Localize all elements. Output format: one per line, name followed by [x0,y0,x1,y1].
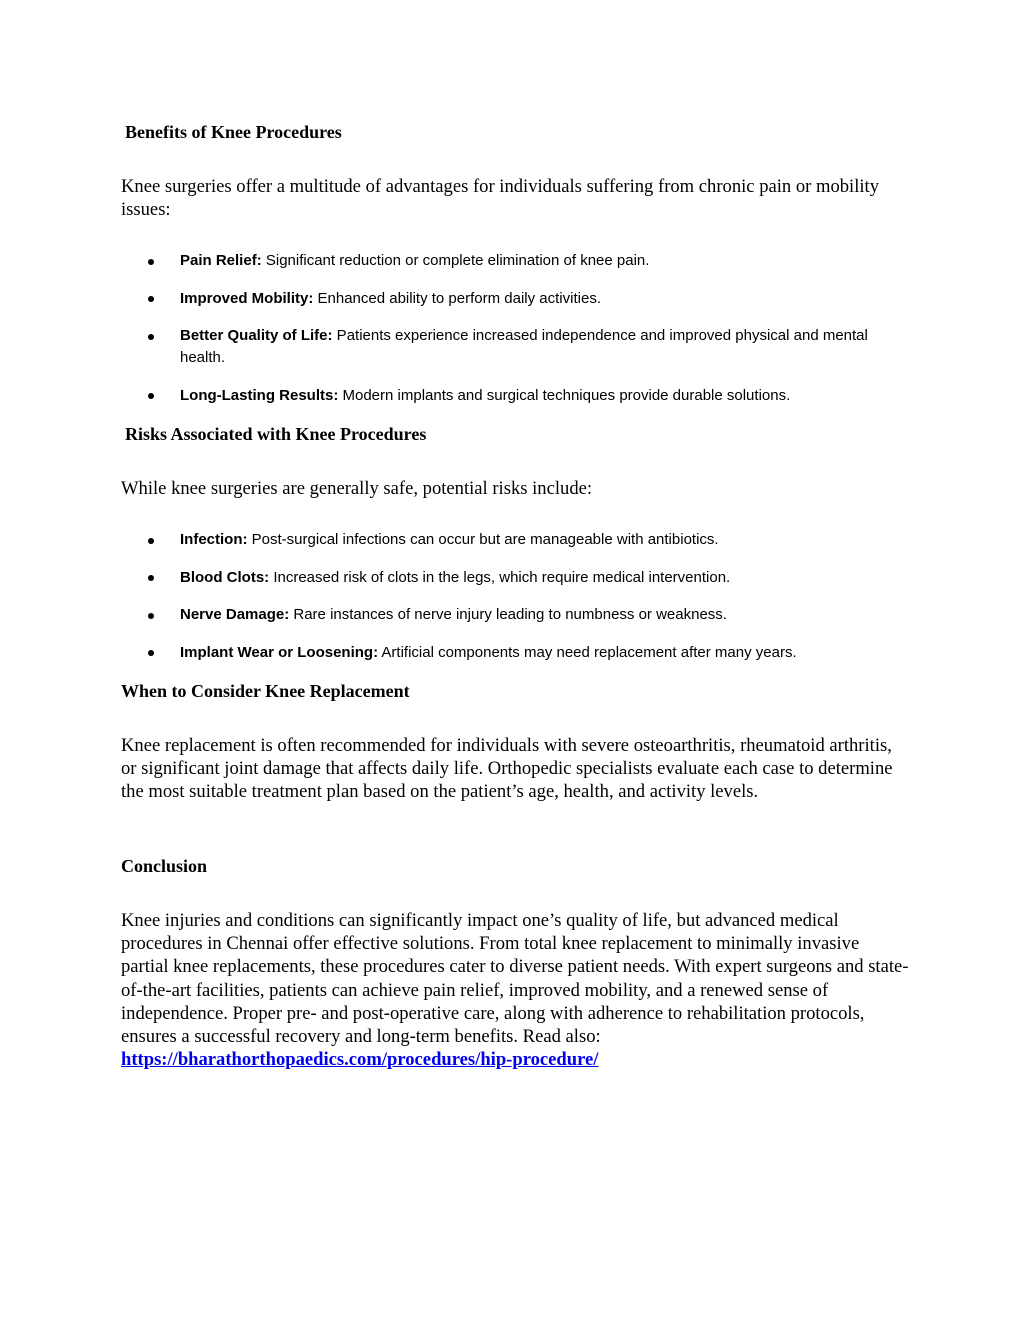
conclusion-body [121,909,911,1071]
risk-text: Rare instances of nerve injury leading to numbness or weakness. [289,606,727,623]
bullet-dot-icon [148,296,154,302]
conclusion-text: Knee injuries and conditions can significantly impact one’s quality of life, but advanced medical procedures in Chennai offer effective solutions. From total knee replacement to minimally invasive partial knee replacements, these procedures cater to diverse patient needs. With expert surgeons and state-of-the-art facilities, patients can achieve pain relief, improved mobility, and a renewed sense of independence. Proper pre- and post-operative care, along with adherence to rehabilitation protocols, ensures a successful recovery and long-term benefits. Read also: [121,910,909,1048]
benefits-intro: Knee surgeries offer a multitude of advantages for individuals suffering from chronic pain or mobility issues: [121,176,880,221]
list-item [145,604,915,626]
risk-label: Nerve Damage: [180,606,290,623]
when-heading: When to Consider Knee Replacement [121,681,410,701]
risk-label: Implant Wear or Loosening: [180,643,379,661]
benefits-heading: Benefits of Knee Procedures [125,122,342,142]
risk-text: Increased risk of clots in the legs, which require medical intervention. [269,568,731,586]
risk-label: Blood Clots: [180,568,270,586]
risks-intro: While knee surgeries are generally safe, potential risks include: [121,478,593,499]
bullet-dot-icon [148,259,154,265]
benefit-label: Long-Lasting Results: [180,386,339,404]
benefit-label: Improved Mobility: [180,289,314,307]
bullet-dot-icon [148,393,154,399]
benefit-text: Modern implants and surgical techniques provide durable solutions. [338,386,791,404]
benefit-text: Enhanced ability to perform daily activities. [313,289,601,307]
list-item [145,642,915,664]
bullet-dot-icon [148,650,154,656]
risk-text: Post-surgical infections can occur but are manageable with antibiotics. [247,531,719,548]
list-item [145,529,915,551]
list-item [145,385,915,407]
risks-heading: Risks Associated with Knee Procedures [125,424,427,444]
list-item [145,250,915,272]
benefit-text: Patients experience increased independence and improved physical and mental health. [180,327,868,366]
benefits-list [145,250,915,407]
conclusion-heading: Conclusion [121,856,208,876]
benefit-label: Better Quality of Life: [180,327,333,344]
list-item [145,567,915,589]
bullet-dot-icon [148,575,154,581]
list-item [145,288,915,310]
risk-label: Infection: [180,531,248,548]
list-item [145,325,915,369]
risks-list [145,529,915,664]
benefit-label: Pain Relief: [180,252,262,269]
when-body: Knee replacement is often recommended for individuals with severe osteoarthritis, rheumatoid arthritis, or significant joint damage that affects daily life. Orthopedic specialists evaluate each case to determine the most suitable treatment plan based on the patient’s age, health, and activity levels. [121,735,893,803]
benefit-text: Significant reduction or complete elimination of knee pain. [261,252,650,269]
hip-procedure-link[interactable]: https://bharathorthopaedics.com/procedures/hip-procedure/ [121,1049,599,1071]
bullet-dot-icon [148,334,154,340]
bullet-dot-icon [148,613,154,619]
risk-text: Artificial components may need replacement after many years. [378,643,797,661]
bullet-dot-icon [148,538,154,544]
